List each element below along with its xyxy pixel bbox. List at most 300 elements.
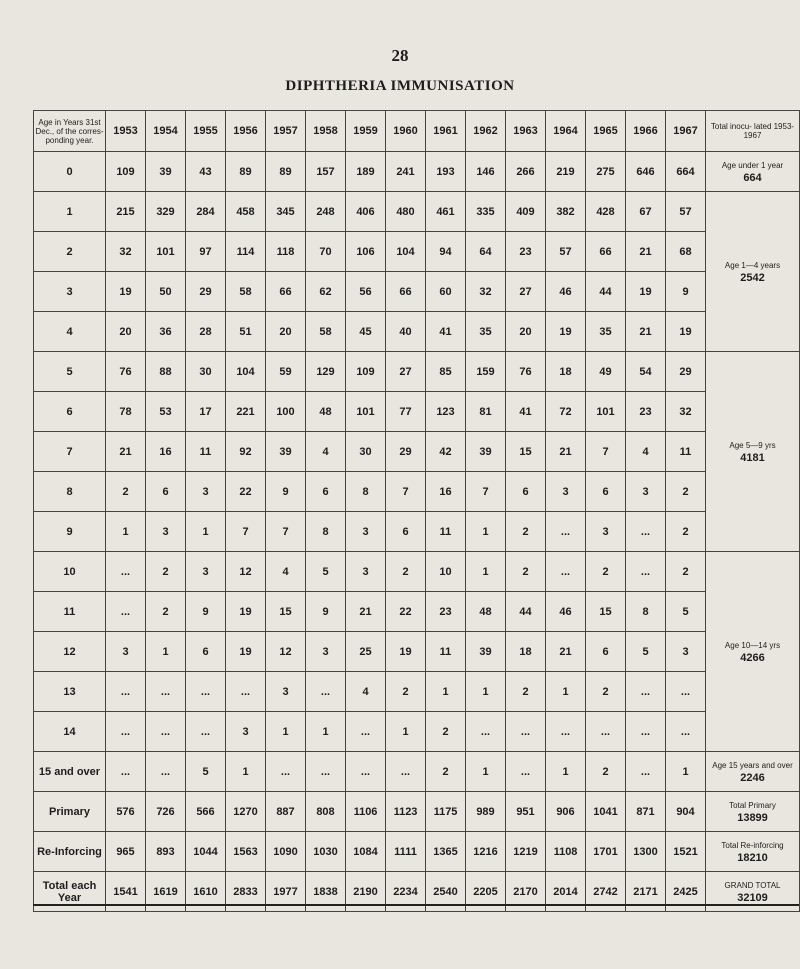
table-cell: 1175	[426, 792, 466, 832]
row-label: Total each Year	[34, 872, 106, 912]
table-cell: 7	[266, 512, 306, 552]
row-label: 0	[34, 152, 106, 192]
table-row	[34, 152, 800, 192]
table-cell: ...	[506, 752, 546, 792]
table-cell: ...	[586, 712, 626, 752]
table-cell: 32	[106, 232, 146, 272]
table-cell: ...	[666, 672, 706, 712]
table-cell: 19	[226, 592, 266, 632]
table-cell: 2	[146, 552, 186, 592]
table-cell: 1084	[346, 832, 386, 872]
table-cell: ...	[506, 712, 546, 752]
summary-value: 32109	[737, 891, 768, 904]
age-column-header: Age in Years 31st Dec., of the corres- ponding year.	[34, 111, 106, 152]
table-cell: 1	[426, 672, 466, 712]
table-cell: 6	[186, 632, 226, 672]
summary-label: Age 5—9 yrs	[729, 440, 776, 450]
table-cell: 32	[466, 272, 506, 312]
table-cell: 1541	[106, 872, 146, 912]
table-cell: 906	[546, 792, 586, 832]
table-cell: 146	[466, 152, 506, 192]
table-cell: 1111	[386, 832, 426, 872]
row-label: 7	[34, 432, 106, 472]
table-cell: 1	[466, 512, 506, 552]
table-cell: 19	[546, 312, 586, 352]
table-cell: 2171	[626, 872, 666, 912]
year-header: 1959	[346, 111, 386, 152]
table-cell: 2170	[506, 872, 546, 912]
summary-cell	[706, 832, 800, 872]
table-row	[34, 672, 800, 712]
table-row	[34, 472, 800, 512]
table-cell: 19	[106, 272, 146, 312]
row-label: 5	[34, 352, 106, 392]
table-cell: 22	[386, 592, 426, 632]
table-cell: 2	[386, 552, 426, 592]
table-cell: 5	[626, 632, 666, 672]
table-cell: 3	[586, 512, 626, 552]
table-cell: 1	[186, 512, 226, 552]
table-cell: 3	[306, 632, 346, 672]
table-cell: 3	[666, 632, 706, 672]
table-cell: ...	[186, 712, 226, 752]
table-cell: 1	[466, 552, 506, 592]
table-cell: 11	[426, 632, 466, 672]
table-cell: ...	[346, 712, 386, 752]
table-cell: 19	[226, 632, 266, 672]
summary-value: 664	[743, 171, 762, 184]
table-cell: ...	[106, 712, 146, 752]
table-cell: 35	[586, 312, 626, 352]
table-cell: 2	[586, 672, 626, 712]
table-cell: 39	[146, 152, 186, 192]
table-cell: 97	[186, 232, 226, 272]
table-cell: 66	[386, 272, 426, 312]
table-cell: 89	[266, 152, 306, 192]
row-label: Primary	[34, 792, 106, 832]
table-cell: 67	[626, 192, 666, 232]
table-cell: 23	[626, 392, 666, 432]
table-cell: 129	[306, 352, 346, 392]
table-cell: 2	[506, 512, 546, 552]
page-number: 28	[391, 46, 409, 65]
row-label: 12	[34, 632, 106, 672]
table-cell: 16	[426, 472, 466, 512]
table-cell: 30	[186, 352, 226, 392]
table-cell: 19	[626, 272, 666, 312]
table-cell: 4	[266, 552, 306, 592]
table-cell: 1044	[186, 832, 226, 872]
table-cell: 2	[426, 752, 466, 792]
table-cell: 94	[426, 232, 466, 272]
table-row	[34, 752, 800, 792]
row-label: 4	[34, 312, 106, 352]
summary-value: 2246	[740, 771, 765, 784]
table-cell: ...	[146, 752, 186, 792]
row-label: 6	[34, 392, 106, 432]
table-cell: 2540	[426, 872, 466, 912]
table-cell: 2	[586, 552, 626, 592]
table-cell: 2	[506, 672, 546, 712]
table-cell: 1	[146, 632, 186, 672]
year-header: 1963	[506, 111, 546, 152]
year-header: 1965	[586, 111, 626, 152]
table-cell: 30	[346, 432, 386, 472]
year-header: 1956	[226, 111, 266, 152]
table-cell: 6	[306, 472, 346, 512]
table-cell: 46	[546, 272, 586, 312]
table-cell: ...	[106, 552, 146, 592]
table-cell: 21	[106, 432, 146, 472]
table-cell: 15	[586, 592, 626, 632]
table-cell: ...	[346, 752, 386, 792]
table-cell: ...	[626, 552, 666, 592]
row-label: 8	[34, 472, 106, 512]
table-cell: 1041	[586, 792, 626, 832]
table-cell: 1270	[226, 792, 266, 832]
row-label: 15 and over	[34, 752, 106, 792]
table-cell: 3	[346, 512, 386, 552]
table-row	[34, 392, 800, 432]
table-cell: 11	[186, 432, 226, 472]
table-cell: ...	[626, 712, 666, 752]
table-cell: 22	[226, 472, 266, 512]
table-cell: 76	[506, 352, 546, 392]
table-cell: 3	[186, 552, 226, 592]
table-cell: 1610	[186, 872, 226, 912]
table-cell: 16	[146, 432, 186, 472]
table-row	[34, 632, 800, 672]
table-cell: 6	[586, 472, 626, 512]
table-cell: 2014	[546, 872, 586, 912]
year-header: 1954	[146, 111, 186, 152]
table-cell: ...	[306, 672, 346, 712]
table-cell: 1	[306, 712, 346, 752]
table-cell: 1521	[666, 832, 706, 872]
table-cell: 1	[666, 752, 706, 792]
summary-cell	[706, 152, 800, 192]
table-cell: 2	[666, 472, 706, 512]
table-cell: 18	[506, 632, 546, 672]
table-cell: 3	[106, 632, 146, 672]
summary-label: Total Primary	[729, 800, 776, 810]
table-cell: 871	[626, 792, 666, 832]
table-cell: 1563	[226, 832, 266, 872]
table-cell: 726	[146, 792, 186, 832]
table-cell: 7	[586, 432, 626, 472]
table-row	[34, 512, 800, 552]
table-cell: ...	[546, 512, 586, 552]
table-cell: ...	[626, 672, 666, 712]
table-cell: 29	[666, 352, 706, 392]
table-cell: 29	[186, 272, 226, 312]
table-cell: 21	[346, 592, 386, 632]
table-cell: 904	[666, 792, 706, 832]
table-cell: 2	[666, 552, 706, 592]
table-cell: 241	[386, 152, 426, 192]
table-cell: 215	[106, 192, 146, 232]
summary-value: 4181	[740, 451, 765, 464]
summary-label: Total Re-inforcing	[721, 840, 784, 850]
row-label: Re-Inforcing	[34, 832, 106, 872]
table-cell: 39	[466, 432, 506, 472]
table-cell: ...	[466, 712, 506, 752]
summary-label: Age 1—4 years	[724, 260, 781, 270]
table-cell: 6	[146, 472, 186, 512]
table-cell: ...	[666, 712, 706, 752]
table-cell: 11	[426, 512, 466, 552]
table-cell: 1219	[506, 832, 546, 872]
table-cell: 57	[666, 192, 706, 232]
table-cell: 64	[466, 232, 506, 272]
table-cell: 43	[186, 152, 226, 192]
table-cell: 5	[306, 552, 346, 592]
table-cell: ...	[186, 672, 226, 712]
table-cell: ...	[386, 752, 426, 792]
table-cell: 46	[546, 592, 586, 632]
table-cell: 101	[146, 232, 186, 272]
table-cell: 27	[506, 272, 546, 312]
table-cell: 2234	[386, 872, 426, 912]
table-cell: ...	[106, 592, 146, 632]
table-cell: 92	[226, 432, 266, 472]
table-cell: 1977	[266, 872, 306, 912]
table-row	[34, 832, 800, 872]
table-cell: 57	[546, 232, 586, 272]
table-cell: 1	[466, 752, 506, 792]
table-row	[34, 552, 800, 592]
table-cell: 2	[586, 752, 626, 792]
table-cell: 109	[106, 152, 146, 192]
table-cell: 49	[586, 352, 626, 392]
table-cell: 59	[266, 352, 306, 392]
table-cell: 51	[226, 312, 266, 352]
table-cell: 27	[386, 352, 426, 392]
table-row	[34, 432, 800, 472]
table-cell: 109	[346, 352, 386, 392]
table-cell: 2	[506, 552, 546, 592]
table-cell: 35	[466, 312, 506, 352]
immunisation-table	[33, 110, 800, 912]
table-cell: 566	[186, 792, 226, 832]
table-cell: 66	[586, 232, 626, 272]
table-cell: 104	[386, 232, 426, 272]
table-cell: 23	[426, 592, 466, 632]
table-cell: 48	[306, 392, 346, 432]
table-cell: 1365	[426, 832, 466, 872]
table-cell: 15	[506, 432, 546, 472]
table-cell: 21	[546, 432, 586, 472]
table-cell: 41	[506, 392, 546, 432]
table-cell: 1	[106, 512, 146, 552]
year-header: 1964	[546, 111, 586, 152]
table-cell: 2190	[346, 872, 386, 912]
summary-cell	[706, 752, 800, 792]
table-cell: 8	[306, 512, 346, 552]
table-cell: 44	[506, 592, 546, 632]
table-cell: 2	[106, 472, 146, 512]
table-cell: 248	[306, 192, 346, 232]
table-cell: 50	[146, 272, 186, 312]
table-cell: 1216	[466, 832, 506, 872]
table-cell: 1	[266, 712, 306, 752]
table-cell: 3	[146, 512, 186, 552]
table-row	[34, 232, 800, 272]
table-cell: 6	[506, 472, 546, 512]
table-cell: 406	[346, 192, 386, 232]
table-row	[34, 192, 800, 232]
table-cell: 5	[666, 592, 706, 632]
table-cell: 8	[346, 472, 386, 512]
summary-value: 4266	[740, 651, 765, 664]
table-cell: 101	[346, 392, 386, 432]
summary-cell	[706, 552, 800, 752]
table-cell: 1619	[146, 872, 186, 912]
table-cell: 1123	[386, 792, 426, 832]
table-cell: 20	[266, 312, 306, 352]
total-column-header: Total inocu- lated 1953-1967	[706, 111, 800, 152]
table-cell: 2833	[226, 872, 266, 912]
table-cell: 10	[426, 552, 466, 592]
table-cell: 345	[266, 192, 306, 232]
table-cell: 965	[106, 832, 146, 872]
table-cell: 458	[226, 192, 266, 232]
table-cell: 78	[106, 392, 146, 432]
table-cell: 189	[346, 152, 386, 192]
row-label: 14	[34, 712, 106, 752]
table-cell: 7	[466, 472, 506, 512]
table-cell: 9	[266, 472, 306, 512]
row-label: 13	[34, 672, 106, 712]
summary-cell	[706, 192, 800, 352]
table-cell: 5	[186, 752, 226, 792]
table-cell: 159	[466, 352, 506, 392]
row-label: 2	[34, 232, 106, 272]
table-cell: 3	[626, 472, 666, 512]
table-cell: ...	[626, 512, 666, 552]
table-cell: 70	[306, 232, 346, 272]
table-cell: 3	[226, 712, 266, 752]
table-cell: 664	[666, 152, 706, 192]
table-cell: 85	[426, 352, 466, 392]
table-cell: 48	[466, 592, 506, 632]
table-cell: ...	[146, 672, 186, 712]
table-cell: ...	[306, 752, 346, 792]
summary-value: 2542	[740, 271, 765, 284]
year-header: 1961	[426, 111, 466, 152]
table-cell: 428	[586, 192, 626, 232]
year-header: 1962	[466, 111, 506, 152]
table-cell: 9	[306, 592, 346, 632]
table-cell: 56	[346, 272, 386, 312]
table-cell: 461	[426, 192, 466, 232]
table-cell: 2425	[666, 872, 706, 912]
table-cell: 1838	[306, 872, 346, 912]
year-header: 1955	[186, 111, 226, 152]
table-cell: 41	[426, 312, 466, 352]
table-cell: 17	[186, 392, 226, 432]
table-cell: 2	[666, 512, 706, 552]
table-cell: 12	[266, 632, 306, 672]
table-cell: 1	[546, 672, 586, 712]
table-cell: 3	[346, 552, 386, 592]
row-label: 10	[34, 552, 106, 592]
table-cell: 1090	[266, 832, 306, 872]
table-cell: 101	[586, 392, 626, 432]
table-cell: 4	[626, 432, 666, 472]
table-cell: 3	[266, 672, 306, 712]
table-cell: ...	[106, 672, 146, 712]
table-cell: 89	[226, 152, 266, 192]
table-row	[34, 272, 800, 312]
table-cell: 275	[586, 152, 626, 192]
table-cell: 77	[386, 392, 426, 432]
table-cell: 893	[146, 832, 186, 872]
table-cell: 2205	[466, 872, 506, 912]
table-cell: 54	[626, 352, 666, 392]
table-cell: 221	[226, 392, 266, 432]
table-cell: 68	[666, 232, 706, 272]
table-cell: 39	[266, 432, 306, 472]
table-cell: ...	[226, 672, 266, 712]
table-cell: 480	[386, 192, 426, 232]
summary-label: Age under 1 year	[721, 160, 784, 170]
table-cell: 193	[426, 152, 466, 192]
table-cell: 11	[666, 432, 706, 472]
table-cell: 106	[346, 232, 386, 272]
table-cell: 62	[306, 272, 346, 312]
table-cell: 4	[306, 432, 346, 472]
table-cell: 104	[226, 352, 266, 392]
table-cell: 28	[186, 312, 226, 352]
table-cell: 219	[546, 152, 586, 192]
table-cell: ...	[146, 712, 186, 752]
year-header: 1957	[266, 111, 306, 152]
table-cell: 81	[466, 392, 506, 432]
table-cell: 20	[506, 312, 546, 352]
table-cell: 1030	[306, 832, 346, 872]
header-row	[34, 111, 800, 152]
table-cell: 2	[386, 672, 426, 712]
table-cell: 7	[226, 512, 266, 552]
table-cell: 114	[226, 232, 266, 272]
table-cell: 40	[386, 312, 426, 352]
summary-value: 18210	[737, 851, 768, 864]
table-cell: 76	[106, 352, 146, 392]
table-cell: 88	[146, 352, 186, 392]
table-row	[34, 312, 800, 352]
summary-label: GRAND TOTAL	[724, 880, 781, 890]
table-cell: 887	[266, 792, 306, 832]
row-label: 1	[34, 192, 106, 232]
table-cell: 25	[346, 632, 386, 672]
table-cell: 2	[426, 712, 466, 752]
row-label: 9	[34, 512, 106, 552]
table-cell: 58	[306, 312, 346, 352]
table-cell: 3	[186, 472, 226, 512]
year-header: 1966	[626, 111, 666, 152]
table-cell: 66	[266, 272, 306, 312]
table-cell: 2742	[586, 872, 626, 912]
table-cell: 2	[146, 592, 186, 632]
table-cell: 1108	[546, 832, 586, 872]
table-row	[34, 592, 800, 632]
table-cell: 118	[266, 232, 306, 272]
table-cell: 60	[426, 272, 466, 312]
table-cell: 39	[466, 632, 506, 672]
table-cell: 36	[146, 312, 186, 352]
table-cell: 409	[506, 192, 546, 232]
